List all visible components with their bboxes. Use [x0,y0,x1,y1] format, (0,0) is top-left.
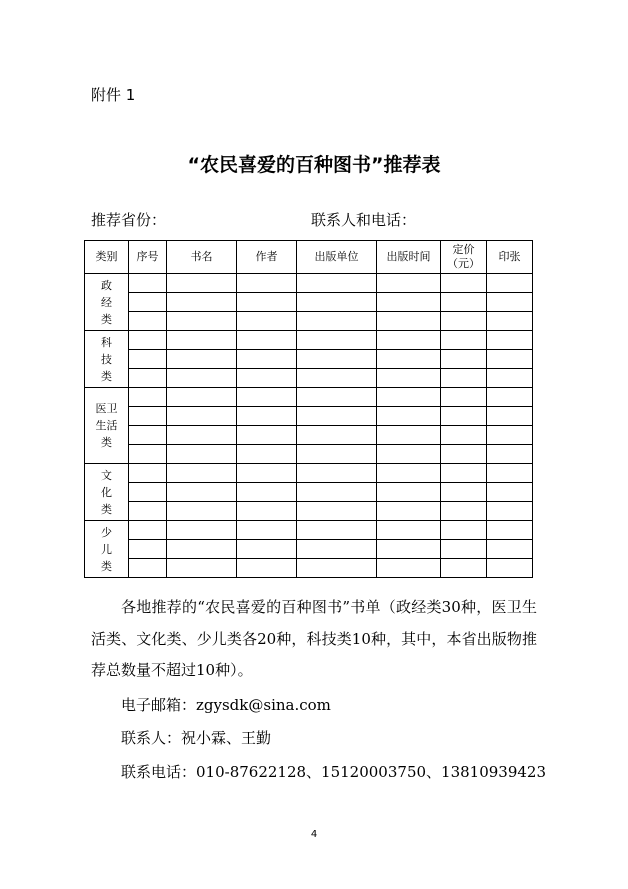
header-publisher: 出版单位 [297,241,377,274]
table-cell[interactable] [237,445,297,464]
header-author: 作者 [237,241,297,274]
table-cell[interactable] [297,388,377,407]
table-row [85,426,533,445]
table-cell[interactable] [237,331,297,350]
table-cell[interactable] [237,388,297,407]
table-cell[interactable] [377,426,441,445]
table-row [85,483,533,502]
table-cell[interactable] [297,350,377,369]
table-cell[interactable] [129,464,167,483]
table-cell[interactable] [237,502,297,521]
table-row [85,540,533,559]
table-cell[interactable] [487,540,533,559]
table-cell[interactable] [297,293,377,312]
table-cell[interactable] [167,369,237,388]
table-cell[interactable] [129,483,167,502]
table-cell[interactable] [237,426,297,445]
table-cell[interactable] [441,350,487,369]
contact-field-label: 联系人和电话： [311,211,417,229]
contact-phone: 联系电话：010-87622128、15120003750、13810939423 [121,763,547,781]
table-cell[interactable] [377,407,441,426]
recommendation-table [84,240,533,578]
category-label: 政 经 类 [101,278,112,326]
table-row [85,407,533,426]
category-label: 少 儿 类 [101,525,112,573]
table-cell[interactable] [297,407,377,426]
table-cell[interactable] [297,369,377,388]
table-cell[interactable] [487,350,533,369]
table-cell[interactable] [237,483,297,502]
table-cell[interactable] [237,369,297,388]
table-cell[interactable] [487,331,533,350]
table-cell[interactable] [237,312,297,331]
table-cell[interactable] [297,464,377,483]
table-cell[interactable] [167,502,237,521]
table-cell[interactable] [237,293,297,312]
table-cell[interactable] [237,559,297,578]
table-cell[interactable] [377,274,441,293]
table-cell[interactable] [441,502,487,521]
table-cell[interactable] [129,445,167,464]
table-row [85,445,533,464]
table-cell[interactable] [297,502,377,521]
table-cell[interactable] [237,350,297,369]
table-cell[interactable] [441,388,487,407]
header-category: 类别 [85,241,129,274]
table-row [85,293,533,312]
table-cell[interactable] [167,312,237,331]
table-row [85,464,533,483]
table-cell[interactable] [441,369,487,388]
table-cell[interactable] [487,407,533,426]
table-cell[interactable] [129,331,167,350]
table-cell[interactable] [129,502,167,521]
table-cell[interactable] [297,426,377,445]
table-row [85,312,533,331]
table-cell[interactable] [129,369,167,388]
table-cell[interactable] [487,293,533,312]
table-cell[interactable] [441,483,487,502]
table-cell[interactable] [237,540,297,559]
table-cell[interactable] [487,502,533,521]
table-cell[interactable] [441,331,487,350]
table-cell[interactable] [297,483,377,502]
table-cell[interactable] [377,540,441,559]
table-cell[interactable] [441,426,487,445]
table-cell[interactable] [167,464,237,483]
table-row [85,388,533,407]
table-cell[interactable] [487,445,533,464]
category-cell [85,274,129,331]
table-cell[interactable] [377,350,441,369]
table-cell[interactable] [487,464,533,483]
category-cell [85,521,129,578]
category-label: 科 技 类 [101,335,112,383]
table-cell[interactable] [377,502,441,521]
table-cell[interactable] [167,407,237,426]
table-cell[interactable] [377,312,441,331]
header-publish-date: 出版时间 [377,241,441,274]
table-cell[interactable] [377,521,441,540]
table-cell[interactable] [377,445,441,464]
table-cell[interactable] [487,274,533,293]
table-cell[interactable] [377,483,441,502]
table-cell[interactable] [377,388,441,407]
category-cell [85,388,129,464]
header-book-title: 书名 [167,241,237,274]
table-cell[interactable] [441,293,487,312]
category-label: 医卫 生活 类 [95,402,118,449]
table-cell[interactable] [129,350,167,369]
table-cell[interactable] [237,407,297,426]
contact-person: 联系人：祝小霖、王勤 [121,729,272,747]
table-cell[interactable] [237,521,297,540]
table-cell[interactable] [129,426,167,445]
table-row [85,274,533,293]
category-cell [85,464,129,521]
header-serial: 序号 [129,241,167,274]
table-cell[interactable] [487,521,533,540]
header-price: 定价 （元） [441,241,487,274]
table-cell[interactable] [167,388,237,407]
table-cell[interactable] [377,464,441,483]
contact-email: 电子邮箱：zgysdk@sina.com [121,696,331,714]
table-cell[interactable] [297,540,377,559]
attachment-label: 附件 1 [91,86,136,104]
province-field-label: 推荐省份： [91,211,167,229]
table-cell[interactable] [441,540,487,559]
instruction-paragraph: 各地推荐的“农民喜爱的百种图书”书单（政经类30种，医卫生活类、文化类、少儿类各20种，科技类10种，其中，本省出版物推荐总数量不超过10种）。 [91,598,537,679]
table-row [85,369,533,388]
table-cell[interactable] [441,464,487,483]
table-cell[interactable] [167,540,237,559]
table-cell[interactable] [377,331,441,350]
table-cell[interactable] [487,483,533,502]
table-cell[interactable] [237,464,297,483]
table-cell[interactable] [441,559,487,578]
table-cell[interactable] [167,426,237,445]
table-cell[interactable] [129,293,167,312]
table-cell[interactable] [487,559,533,578]
table-cell[interactable] [441,407,487,426]
category-label: 文 化 类 [101,468,112,516]
table-cell[interactable] [297,274,377,293]
table-cell[interactable] [297,521,377,540]
table-row [85,521,533,540]
table-cell[interactable] [487,426,533,445]
table-cell[interactable] [441,274,487,293]
table-cell[interactable] [487,312,533,331]
table-cell[interactable] [167,445,237,464]
table-row [85,350,533,369]
table-header-row [85,241,533,274]
table-cell[interactable] [297,559,377,578]
table-cell[interactable] [129,521,167,540]
table-cell[interactable] [377,293,441,312]
table-cell[interactable] [377,369,441,388]
document-title: “农民喜爱的百种图书”推荐表 [187,154,441,176]
table-cell[interactable] [129,540,167,559]
table-row [85,559,533,578]
table-cell[interactable] [441,445,487,464]
table-cell[interactable] [129,274,167,293]
table-cell[interactable] [237,274,297,293]
header-sheets: 印张 [487,241,533,274]
table-cell[interactable] [441,521,487,540]
table-cell[interactable] [297,331,377,350]
page-number: 4 [310,829,318,840]
table-cell[interactable] [167,350,237,369]
table-cell[interactable] [129,312,167,331]
table-cell[interactable] [297,312,377,331]
table-cell[interactable] [129,388,167,407]
table-cell[interactable] [167,483,237,502]
table-cell[interactable] [167,274,237,293]
table-cell[interactable] [297,445,377,464]
category-cell [85,331,129,388]
table-cell[interactable] [377,559,441,578]
table-cell[interactable] [167,559,237,578]
table-cell[interactable] [167,293,237,312]
table-cell[interactable] [487,369,533,388]
table-cell[interactable] [129,559,167,578]
table-cell[interactable] [167,331,237,350]
table-row [85,331,533,350]
table-body [85,274,533,578]
table-row [85,502,533,521]
table-cell[interactable] [129,407,167,426]
table-cell[interactable] [487,388,533,407]
table-cell[interactable] [441,312,487,331]
table-cell[interactable] [167,521,237,540]
